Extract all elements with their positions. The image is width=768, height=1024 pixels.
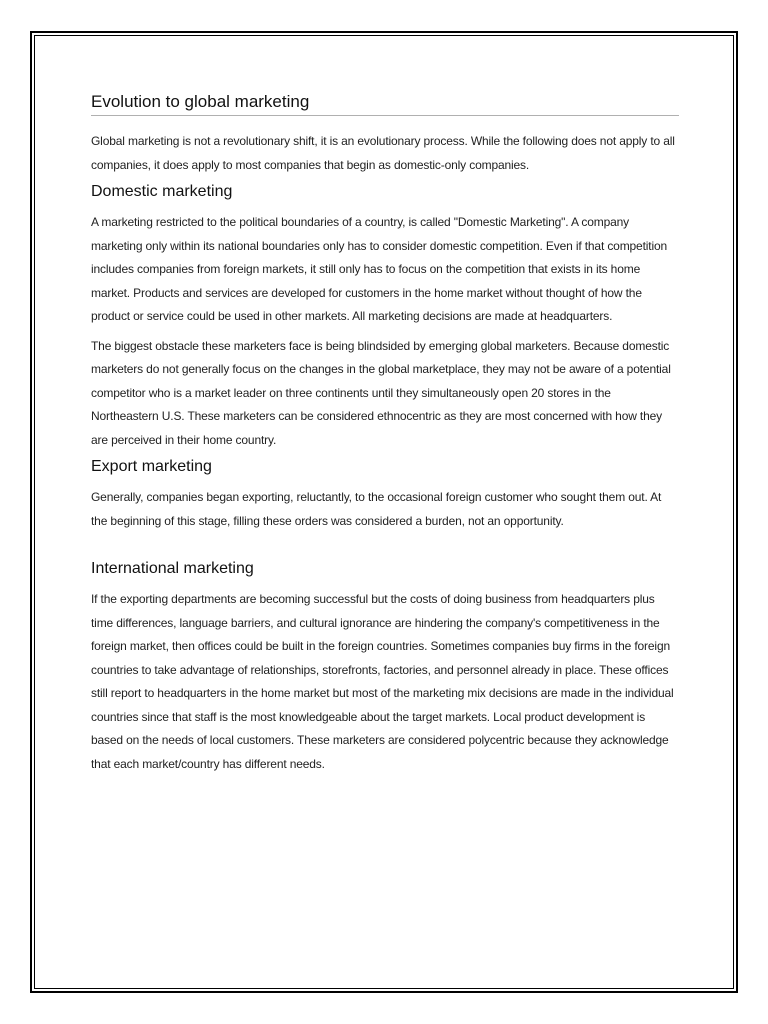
section-heading-export: Export marketing xyxy=(91,458,212,475)
document-body xyxy=(91,92,679,776)
domestic-paragraph-2: The biggest obstacle these marketers face is being blindsided by emerging global marketers. Because domestic marketers do not generally focus on the changes in the global marketplace, they may not be aware of a potential competitor who is a market leader on three continents until they simultaneously open 20 stores in the Northeastern U.S. These marketers can be considered ethnocentric as they are most concerned with how they are perceived in their home country. xyxy=(91,338,671,447)
domestic-paragraph-1: A marketing restricted to the political boundaries of a country, is called "Domestic Marketing". A company marketing only within its national boundaries only has to consider domestic competition. Even if that competition includes companies from foreign markets, it still only has to focus on the competition that exists in its home market. Products and services are developed for customers in the home market without thought of how the product or service could be used in other markets. All marketing decisions are made at headquarters. xyxy=(91,215,668,323)
international-paragraph-1: If the exporting departments are becoming successful but the costs of doing business from headquarters plus time differences, language barriers, and cultural ignorance are hindering the company's competitiveness in the foreign market, then offices could be built in the foreign countries. Sometimes companies buy firms in the foreign countries to take advantage of relationships, storefronts, factories, and personnel already in place. These offices still report to headquarters in the home market but most of the marketing mix decisions are made in the individual countries since that staff is the most knowledgeable about the target markets. Local product development is based on the needs of local customers. These marketers are considered polycentric because they acknowledge that each market/country has different needs. xyxy=(91,592,674,771)
export-paragraph-1: Generally, companies began exporting, reluctantly, to the occasional foreign customer who sought them out. At the beginning of this stage, filling these orders was considered a burden, not an opportunity. xyxy=(91,490,662,528)
section-heading-international: International marketing xyxy=(91,560,254,577)
document-title: Evolution to global marketing xyxy=(91,92,679,116)
section-heading-domestic: Domestic marketing xyxy=(91,183,233,200)
intro-paragraph: Global marketing is not a revolutionary shift, it is an evolutionary process. While the following does not apply to all companies, it does apply to most companies that begin as domestic-only companies. xyxy=(91,134,675,172)
